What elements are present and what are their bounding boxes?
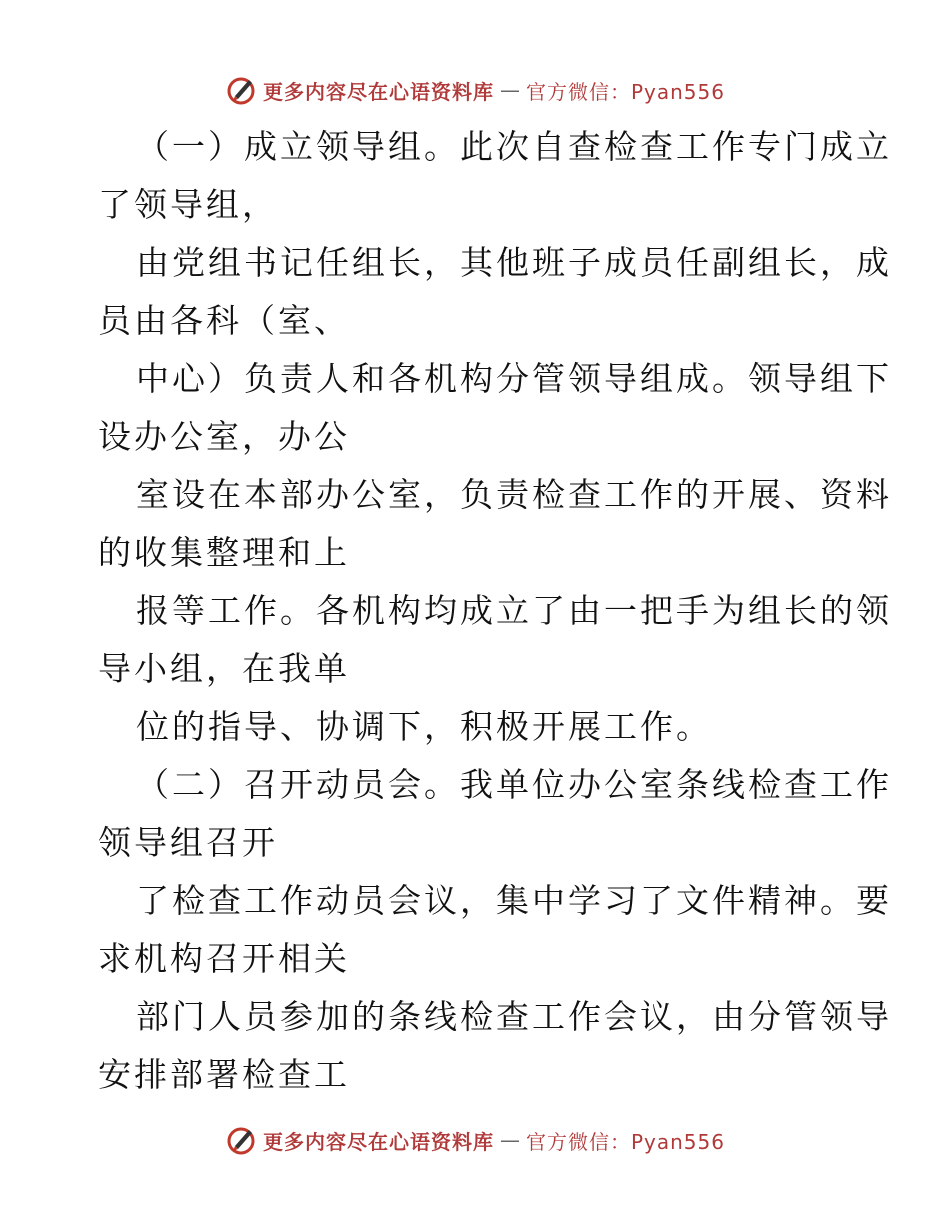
text-line: 由党组书记任组长，其他班子成员任副组长，成 <box>136 243 892 282</box>
document-body <box>98 118 892 1104</box>
banner-wechat: 官方微信：Pyan556 <box>525 79 725 104</box>
text-line: 安排部署检查工 <box>98 1055 350 1094</box>
text-line: （二）召开动员会。我单位办公室条线检查工作 <box>136 765 892 804</box>
text-line: 了检查工作动员会议，集中学习了文件精神。要 <box>136 881 892 920</box>
header-banner <box>0 70 950 110</box>
text-line: 了领导组， <box>98 185 278 224</box>
text-line: 导小组，在我单 <box>98 649 350 688</box>
quill-pen-circle-icon <box>225 1124 257 1156</box>
text-line: 位的指导、协调下，积极开展工作。 <box>136 707 712 746</box>
text-line: 求机构召开相关 <box>98 939 350 978</box>
text-line: 部门人员参加的条线检查工作会议，由分管领导 <box>136 997 892 1036</box>
text-line: 报等工作。各机构均成立了由一把手为组长的领 <box>136 591 892 630</box>
banner-separator: — <box>499 1128 520 1152</box>
footer-banner <box>0 1120 950 1160</box>
text-line: （一）成立领导组。此次自查检查工作专门成立 <box>136 127 892 166</box>
banner-title: 更多内容尽在心语资料库 <box>262 79 494 104</box>
banner-title: 更多内容尽在心语资料库 <box>262 1129 494 1154</box>
banner-separator: — <box>499 78 520 102</box>
quill-pen-circle-icon <box>225 74 257 106</box>
text-line: 的收集整理和上 <box>98 533 350 572</box>
text-line: 室设在本部办公室，负责检查工作的开展、资料 <box>136 475 892 514</box>
text-line: 设办公室，办公 <box>98 417 350 456</box>
text-line: 领导组召开 <box>98 823 278 862</box>
text-line: 员由各科（室、 <box>98 301 350 340</box>
text-line: 中心）负责人和各机构分管领导组成。领导组下 <box>136 359 892 398</box>
banner-wechat: 官方微信：Pyan556 <box>525 1129 725 1154</box>
